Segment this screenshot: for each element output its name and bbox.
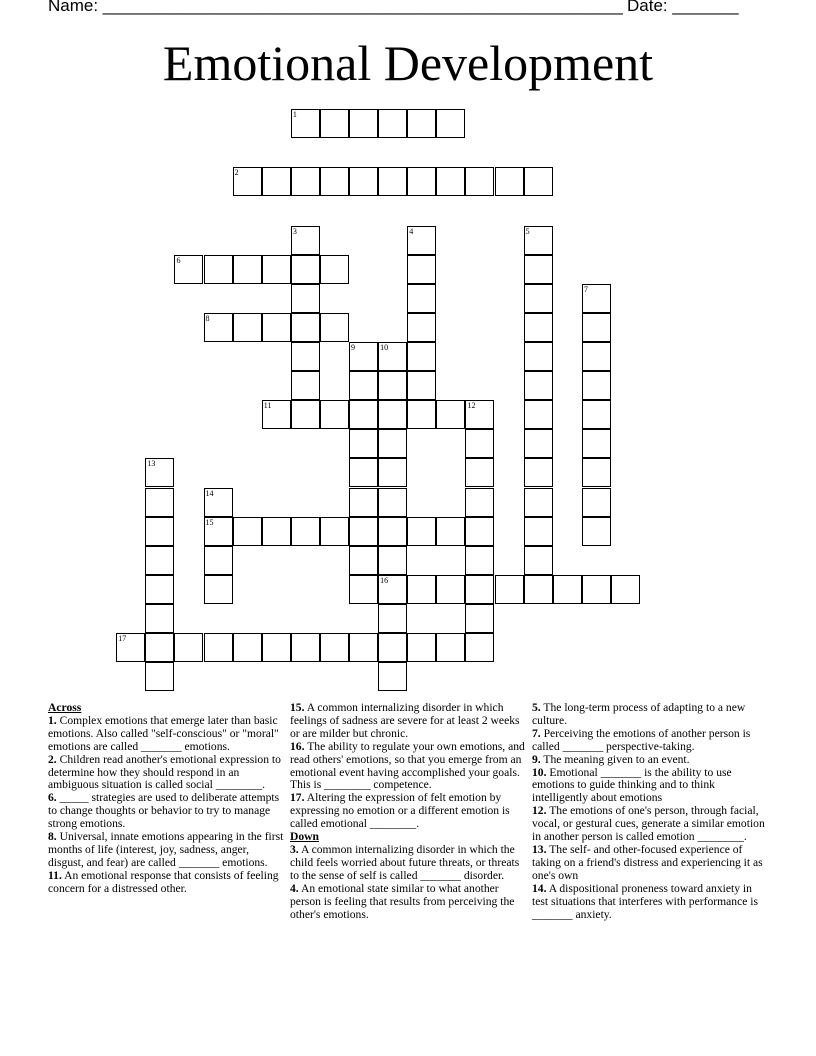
crossword-cell[interactable] [582, 488, 611, 517]
clue-across-8: 8. Universal, innate emotions appearing in the first months of life (interest, joy, sadness, anger, disgust, and fear) are called _______ emotions. [48, 830, 284, 869]
crossword-cell-4[interactable] [407, 226, 436, 255]
clue-across-11: 11. An emotional response that consists of feeling concern for a distressed other. [48, 868, 279, 895]
crossword-cell[interactable] [204, 575, 233, 604]
clue-number-label: 5 [525, 226, 530, 236]
crossword-cell[interactable] [465, 167, 494, 196]
clue-number-label: 4 [409, 226, 414, 236]
crossword-cell[interactable] [407, 284, 436, 313]
crossword-cell[interactable] [407, 255, 436, 284]
crossword-cell-1[interactable] [291, 109, 320, 138]
crossword-cell[interactable] [262, 255, 291, 284]
across-heading: Across [48, 701, 82, 714]
crossword-cell[interactable] [582, 517, 611, 546]
clue-number-label: 1 [292, 110, 297, 120]
crossword-cell[interactable] [524, 255, 553, 284]
crossword-cell[interactable] [349, 575, 378, 604]
clue-number-label: 11 [263, 401, 272, 411]
crossword-cell[interactable] [378, 371, 407, 400]
crossword-cell[interactable] [582, 313, 611, 342]
crossword-cell[interactable] [349, 109, 378, 138]
crossword-cell[interactable] [291, 284, 320, 313]
crossword-cell[interactable] [145, 575, 174, 604]
page-title: Emotional Development [162, 35, 654, 91]
crossword-cell-7[interactable] [582, 284, 611, 313]
crossword-cell[interactable] [349, 371, 378, 400]
crossword-cell[interactable] [291, 167, 320, 196]
crossword-cell[interactable] [436, 109, 465, 138]
crossword-cell[interactable] [320, 400, 349, 429]
crossword-cell[interactable] [349, 400, 378, 429]
crossword-cell[interactable] [320, 167, 349, 196]
crossword-cell[interactable] [291, 400, 320, 429]
crossword-cell[interactable] [349, 458, 378, 487]
crossword-cell[interactable] [262, 517, 291, 546]
crossword-cell[interactable] [233, 313, 262, 342]
crossword-cell[interactable] [262, 633, 291, 662]
crossword-cell[interactable] [524, 546, 553, 575]
crossword-cell[interactable] [582, 342, 611, 371]
crossword-cell[interactable] [174, 633, 203, 662]
crossword-cell[interactable] [291, 313, 320, 342]
crossword-cell[interactable] [407, 400, 436, 429]
date-field-label: Date: _______ [627, 0, 739, 15]
crossword-cell[interactable] [524, 458, 553, 487]
crossword-cell[interactable] [262, 313, 291, 342]
crossword-cell-5[interactable] [524, 226, 553, 255]
crossword-cell[interactable] [524, 313, 553, 342]
crossword-cell[interactable] [524, 517, 553, 546]
crossword-cell[interactable] [378, 604, 407, 633]
crossword-cell[interactable] [204, 546, 233, 575]
crossword-cell[interactable] [582, 575, 611, 604]
clue-number-label: 6 [176, 255, 181, 265]
clue-number-label: 2 [234, 168, 239, 178]
crossword-cell[interactable] [465, 429, 494, 458]
crossword-cell[interactable] [204, 255, 233, 284]
crossword-cell[interactable] [145, 604, 174, 633]
clue-column-1 [48, 702, 284, 896]
crossword-cell[interactable] [349, 633, 378, 662]
crossword-cell[interactable] [465, 604, 494, 633]
crossword-cell[interactable] [495, 167, 524, 196]
crossword-cell[interactable] [582, 400, 611, 429]
crossword-cell[interactable] [524, 284, 553, 313]
crossword-cell[interactable] [320, 109, 349, 138]
crossword-cell[interactable] [524, 575, 553, 604]
crossword-cell[interactable] [291, 371, 320, 400]
clue-across-15: 15. A common internalizing disorder in which feelings of sadness are severe for at least 2 weeks or are milder but chronic. [290, 701, 520, 740]
clue-down-13: 13. The self- and other-focused experience of taking on a friend's distress and experiencing it as one's own [532, 842, 763, 882]
crossword-cell[interactable] [145, 546, 174, 575]
crossword-cell[interactable] [291, 633, 320, 662]
crossword-cell[interactable] [407, 371, 436, 400]
crossword-cell[interactable] [407, 167, 436, 196]
crossword-cell[interactable] [378, 546, 407, 575]
crossword-cell-11[interactable] [262, 400, 291, 429]
crossword-cell[interactable] [465, 458, 494, 487]
clue-across-6: 6. _____ strategies are used to deliberate attempts to change thoughts or behavior to try to manage strong emotions. [48, 791, 280, 831]
crossword-cell[interactable] [378, 633, 407, 662]
crossword-cell[interactable] [465, 546, 494, 575]
clue-number-label: 17 [118, 634, 127, 644]
crossword-cell[interactable] [524, 488, 553, 517]
crossword-cell[interactable] [349, 546, 378, 575]
crossword-cell-2[interactable] [233, 167, 262, 196]
crossword-cell[interactable] [524, 400, 553, 429]
crossword-cell[interactable] [378, 429, 407, 458]
down-heading: Down [290, 830, 319, 844]
clue-down-3: 3. A common internalizing disorder in which the child feels worried about future threats, or threats to the sense of self is called _______ disorder. [290, 842, 520, 882]
crossword-cell[interactable] [233, 255, 262, 284]
crossword-cell[interactable] [378, 517, 407, 546]
clue-across-17: 17. Altering the expression of felt emotion by expressing no emotion or a different emotion is called emotional ________. [290, 791, 510, 831]
crossword-cell[interactable] [524, 342, 553, 371]
crossword-cell[interactable] [378, 400, 407, 429]
crossword-cell-10[interactable] [378, 342, 407, 371]
crossword-cell-12[interactable] [465, 400, 494, 429]
crossword-cell-8[interactable] [204, 313, 233, 342]
crossword-cell[interactable] [349, 517, 378, 546]
crossword-cell[interactable] [465, 517, 494, 546]
crossword-cell[interactable] [291, 517, 320, 546]
crossword-cell-17[interactable] [116, 633, 145, 662]
crossword-cell[interactable] [320, 633, 349, 662]
crossword-cell[interactable] [465, 488, 494, 517]
clue-number-label: 3 [292, 226, 297, 236]
crossword-cell[interactable] [582, 371, 611, 400]
crossword-cell-15[interactable] [204, 517, 233, 546]
crossword-cell[interactable] [349, 167, 378, 196]
clue-down-5: 5. The long-term process of adapting to a new culture. [532, 701, 746, 727]
crossword-cell[interactable] [436, 633, 465, 662]
clue-across-16: 16. The ability to regulate your own emotions, and read others' emotions, so that you emerge from an emotional event having accomplished your goals. This is ________ competence. [290, 739, 525, 792]
crossword-cell[interactable] [378, 109, 407, 138]
crossword-cell[interactable] [582, 429, 611, 458]
crossword-cell[interactable] [233, 517, 262, 546]
crossword-cell[interactable] [145, 633, 174, 662]
crossword-cell[interactable] [465, 633, 494, 662]
clue-number-label: 14 [205, 488, 214, 498]
crossword-cell[interactable] [407, 633, 436, 662]
crossword-cell[interactable] [145, 488, 174, 517]
crossword-cell-6[interactable] [174, 255, 203, 284]
clue-number-label: 8 [205, 313, 210, 323]
crossword-cell[interactable] [611, 575, 640, 604]
clue-across-2: 2. Children read another's emotional expression to determine how they should respond in an ambiguous situation is called social ________. [48, 752, 281, 792]
crossword-cell[interactable] [553, 575, 582, 604]
crossword-cell[interactable] [378, 662, 407, 691]
crossword-cell[interactable] [407, 109, 436, 138]
crossword-cell[interactable] [582, 458, 611, 487]
crossword-cell[interactable] [524, 429, 553, 458]
crossword-cell[interactable] [378, 488, 407, 517]
crossword-cell[interactable] [407, 575, 436, 604]
clue-number-label: 12 [467, 401, 476, 411]
crossword-cell-3[interactable] [291, 226, 320, 255]
crossword-cell[interactable] [378, 458, 407, 487]
crossword-cell[interactable] [436, 575, 465, 604]
crossword-cell[interactable] [524, 167, 553, 196]
crossword-cell[interactable] [465, 575, 494, 604]
crossword-cell-14[interactable] [204, 488, 233, 517]
clue-down-4: 4. An emotional state similar to what another person is feeling that results from perceiving the other's emotions. [290, 881, 515, 921]
crossword-cell[interactable] [349, 488, 378, 517]
crossword-cell[interactable] [436, 167, 465, 196]
clue-down-9: 9. The meaning given to an event. [532, 752, 690, 766]
crossword-cell[interactable] [291, 255, 320, 284]
crossword-cell[interactable] [320, 517, 349, 546]
crossword-cell[interactable] [320, 313, 349, 342]
clue-column-3 [532, 702, 768, 921]
crossword-cell[interactable] [145, 517, 174, 546]
clue-column-2 [290, 702, 526, 921]
crossword-cell[interactable] [378, 167, 407, 196]
clue-across-1: 1. Complex emotions that emerge later than basic emotions. Also called "self-conscious" or "moral" emotions are called _______ emotions. [48, 713, 279, 753]
name-field-label: Name: _______________________________________________________ [48, 0, 623, 15]
clue-number-label: 10 [380, 343, 389, 353]
clue-number-label: 9 [351, 343, 356, 353]
crossword-cell[interactable] [407, 313, 436, 342]
crossword-cell[interactable] [495, 575, 524, 604]
crossword-cell[interactable] [262, 167, 291, 196]
crossword-cell[interactable] [407, 517, 436, 546]
crossword-cell[interactable] [320, 255, 349, 284]
crossword-cell[interactable] [204, 633, 233, 662]
crossword-cell[interactable] [436, 517, 465, 546]
clue-number-label: 7 [583, 284, 588, 294]
crossword-cell[interactable] [145, 662, 174, 691]
crossword-cell[interactable] [291, 342, 320, 371]
crossword-cell-16[interactable] [378, 575, 407, 604]
clue-down-10: 10. Emotional _______ is the ability to use emotions to guide thinking and to think intelligently about emotions [532, 765, 732, 805]
clue-number-label: 16 [380, 575, 389, 585]
crossword-cell[interactable] [349, 429, 378, 458]
clue-down-12: 12. The emotions of one's person, through facial, vocal, or gestural cues, generate a similar emotion in another person is called emotion ________. [532, 804, 765, 844]
clue-number-label: 13 [147, 459, 156, 469]
crossword-cell[interactable] [233, 633, 262, 662]
crossword-cell-9[interactable] [349, 342, 378, 371]
clue-number-label: 15 [205, 517, 214, 527]
crossword-cell-13[interactable] [145, 458, 174, 487]
crossword-cell[interactable] [407, 342, 436, 371]
clue-down-7: 7. Perceiving the emotions of another person is called _______ perspective-taking. [532, 726, 751, 753]
clue-down-14: 14. A dispositional proneness toward anxiety in test situations that interferes with performance is _______ anxiety. [532, 881, 759, 921]
crossword-cell[interactable] [436, 400, 465, 429]
crossword-cell[interactable] [524, 371, 553, 400]
